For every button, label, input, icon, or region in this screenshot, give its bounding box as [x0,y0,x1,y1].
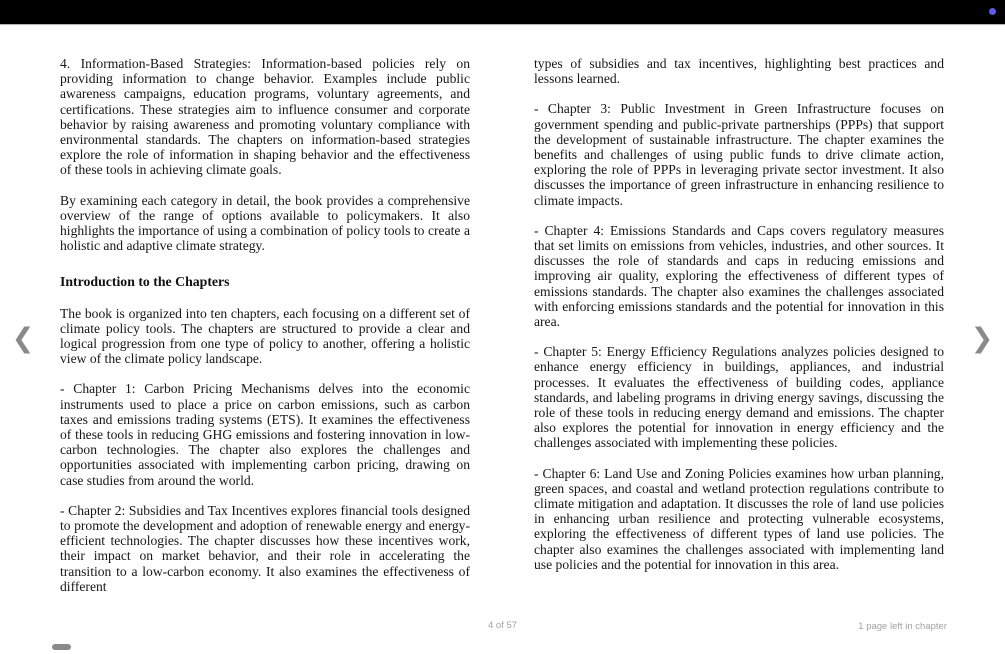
chevron-right-icon: ❯ [970,322,994,353]
paragraph-chapter-3: - Chapter 3: Public Investment in Green Infrastructure focuses on government spending and public-private partnerships (PPPs) that support the development of sustainable infrastructure. The chapter examines the benefits and challenges of using public funds to drive climate action, exploring the role of PPPs in leveraging private sector investment. It also discusses the importance of green infrastructure in enhancing resilience to climate impacts. [534,101,944,208]
paragraph-chapter-2: - Chapter 2: Subsidies and Tax Incentives explores financial tools designed to promote the development and adoption of renewable energy and energy-efficient technologies. The chapter discusses how these incentives work, their impact on market behavior, and their role in accelerating the transition to a low-carbon economy. It also examines the effectiveness of different [60,502,470,594]
previous-page-button[interactable] [6,312,40,364]
left-text-column [60,56,470,609]
paragraph-chapter-5: - Chapter 5: Energy Efficiency Regulations analyzes policies designed to enhance energy efficiency in buildings, appliances, and industrial processes. It evaluates the effectiveness of building codes, appliance standards, and labeling programs in driving energy savings, discussing the role of these tools in reducing energy demand and emissions. The chapter also explores the potential for innovation in energy efficiency and the challenges associated with implementing these policies. [534,344,944,451]
section-heading-introduction-to-chapters: Introduction to the Chapters [60,274,230,290]
right-text-column [534,56,944,587]
paragraph-category-summary: By examining each category in detail, the book provides a comprehensive overview of the range of options available to policymakers. It also highlights the importance of using a combination of policy tools to create a holistic and adaptive climate strategy. [60,192,470,254]
recording-indicator-dot[interactable] [989,8,996,15]
next-page-button[interactable] [965,312,999,364]
chevron-left-icon: ❮ [11,322,35,353]
menu-bar [0,0,1005,25]
paragraph-information-based-strategies: 4. Information-Based Strategies: Information-based policies rely on providing information to change behavior. Examples include public awareness campaigns, education programs, voluntary agreements, and certifications. These strategies aim to influence consumer and corporate behavior by raising awareness and promoting voluntary compliance with environmental standards. The chapters on information-based strategies explore the role of information in shaping behavior and the effectiveness of these tools in achieving climate goals. [60,56,470,178]
page-position-label: 4 of 57 [487,620,518,631]
paragraph-chapter-4: - Chapter 4: Emissions Standards and Caps covers regulatory measures that set limits on emissions from vehicles, industries, and other sources. It discusses the role of standards and caps in reducing emissions and improving air quality, exploring the effectiveness of different types of emissions standards. The chapter also examines the challenges associated with enforcing emissions standards and the potential for innovation in this area. [534,222,944,330]
pages-left-label: 1 page left in chapter [858,621,947,632]
paragraph-chapter-6: - Chapter 6: Land Use and Zoning Policies examines how urban planning, green spaces, and coastal and wetland protection regulations contribute to climate mitigation and adaptation. It discusses the role of land use policies in enhancing urban resilience and protecting vulnerable ecosystems, exploring the effectiveness of different types of land use policies. The chapter also examines the challenges associated with implementing land use policies and the potential for innovation in this area. [534,465,944,572]
book-page [0,26,1005,654]
paragraph-chapter-2-continued: types of subsidies and tax incentives, highlighting best practices and lessons learned. [534,56,944,87]
paragraph-chapter-1: - Chapter 1: Carbon Pricing Mechanisms delves into the economic instruments used to place a price on carbon emissions, such as carbon taxes and emissions trading systems (ETS). It examines the effectiveness of these tools in reducing GHG emissions and fostering innovation in low-carbon technologies. The chapter also explores the challenges and opportunities associated with implementing carbon pricing, drawing on case studies from around the world. [60,381,470,488]
drag-handle-pill[interactable] [52,644,71,650]
paragraph-book-organization: The book is organized into ten chapters, each focusing on a different set of climate policy tools. The chapters are structured to provide a clear and logical progression from one type of policy to another, offering a holistic view of the climate policy landscape. [60,305,470,367]
